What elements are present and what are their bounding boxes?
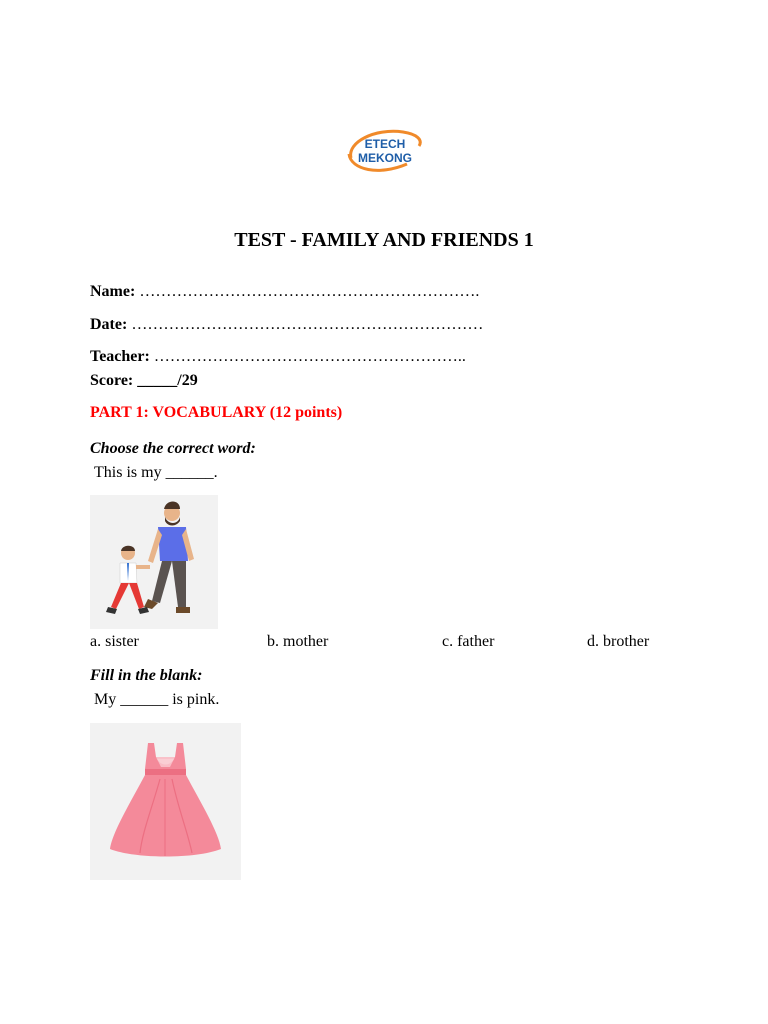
pink-dress-image [90,723,241,880]
q2-sentence: My ______ is pink. [94,691,220,708]
score-label: Score: _____/29 [90,372,198,389]
q1-option-a: a. sister [90,633,139,650]
q1-sentence: This is my ______. [94,464,218,481]
page-title: TEST - FAMILY AND FRIENDS 1 [234,229,534,251]
q1-instruction: Choose the correct word: [90,440,256,457]
logo-line1: ETECH [364,137,406,151]
date-dots: ………………………………………………………… [127,316,484,333]
q1-option-b: b. mother [267,633,329,650]
name-label: Name: [90,283,136,300]
teacher-label: Teacher: [90,348,150,365]
teacher-field [90,348,466,366]
part1-heading: PART 1: VOCABULARY (12 points) [90,404,343,421]
logo-line2: MEKONG [358,151,412,165]
father-son-image [90,495,218,629]
q1-option-d: d. brother [587,633,650,650]
etech-mekong-logo [345,124,425,178]
score-field [90,372,198,390]
teacher-dots: ………………………………………………….. [149,348,466,365]
q2-instruction: Fill in the blank: [90,667,203,684]
date-label: Date: [90,316,128,333]
q1-option-c: c. father [442,633,495,650]
date-field [90,316,483,334]
name-dots: ………………………………………………………. [135,283,480,300]
name-field [90,283,479,301]
